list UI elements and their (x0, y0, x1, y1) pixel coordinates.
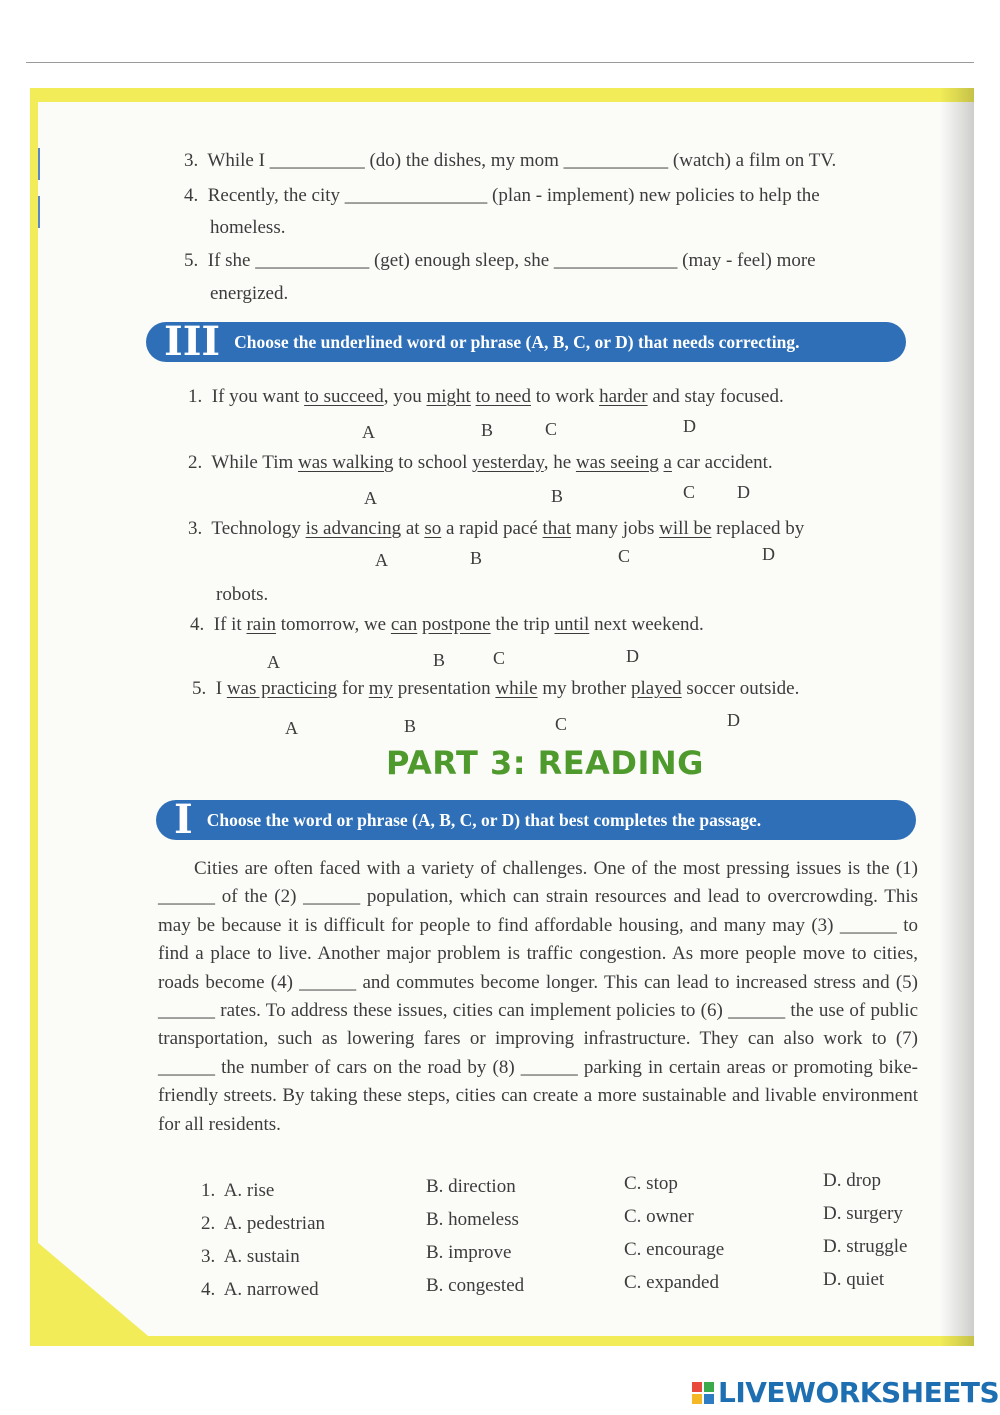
logo-wordmark: LIVEWORKSHEETS (718, 1376, 1000, 1409)
option-row-2: 2. A. pedestrian (201, 1213, 326, 1234)
option-row-1: 1. A. rise (201, 1180, 275, 1201)
option-choice[interactable]: B. homeless (426, 1209, 519, 1230)
error-item-1: 1. If you want to succeed, you might to need to work harder and stay focused. (188, 386, 784, 407)
page-left-band (30, 88, 38, 1346)
option-letter: C (555, 714, 568, 734)
error-item-3-continued: robots. (216, 584, 269, 605)
page-top-band (30, 88, 974, 102)
error-item-3: 3. Technology is advancing at so a rapid pacé that many jobs will be replaced by (188, 518, 805, 539)
option-letter: A (375, 550, 388, 570)
option-letter: B (404, 716, 417, 736)
option-letter: A (285, 718, 298, 738)
option-choice[interactable]: C. encourage (624, 1239, 725, 1260)
option-letter: B (470, 548, 483, 568)
option-choice[interactable]: D. drop (823, 1170, 882, 1191)
option-letter: C (545, 419, 558, 439)
error-item-2: 2. While Tim was walking to school yesterday, he was seeing a car accident. (188, 452, 773, 473)
option-letter: D (626, 646, 639, 666)
option-choice[interactable]: C. expanded (624, 1272, 719, 1293)
option-choice[interactable]: D. struggle (823, 1236, 908, 1257)
option-letter: A (362, 422, 375, 442)
worksheet-page (30, 88, 974, 1346)
option-choice[interactable]: D. surgery (823, 1203, 903, 1224)
section-instruction: Choose the word or phrase (A, B, C, or D) that best completes the passage. (206, 809, 762, 830)
verb-item-3: 3. While I __________ (do) the dishes, my mom ___________ (watch) a film on TV. (184, 150, 837, 171)
section-numeral: I (174, 796, 193, 843)
error-item-4: 4. If it rain tomorrow, we can postpone the trip until next weekend. (190, 614, 704, 635)
reading-section-banner (156, 796, 916, 843)
option-letter: C (683, 482, 696, 502)
blank[interactable]: ____________ (255, 250, 370, 271)
logo-icon (692, 1382, 714, 1404)
error-item-5: 5. I was practicing for my presentation while my brother played soccer outside. (192, 678, 800, 699)
option-letter: C (618, 546, 631, 566)
option-letter: D (727, 710, 740, 730)
verb-item-4: 4. Recently, the city _______________ (plan - implement) new policies to help the (184, 185, 820, 206)
section-instruction: Choose the underlined word or phrase (A, B, C, or D) that needs correcting. (234, 331, 800, 352)
option-choice[interactable]: D. quiet (823, 1269, 885, 1290)
option-letter: D (762, 544, 775, 564)
page-corner-triangle (30, 1236, 160, 1346)
section-3-banner (146, 318, 906, 365)
blank[interactable]: _______________ (344, 185, 488, 206)
passage-text: Cities are often faced with a variety of challenges. One of the most pressing issues is the (1) ______ of the (2) ______ population, which can strain resources and lead to overcrowding. This may be because it is difficult for people to find affordable housing, and many may (3) ______ to find a place to live. Another major problem is traffic congestion. As more people move to cities, roads become (4) ______ and commutes become longer. This can lead to increased stress and (5) ______ rates. To address these issues, cities can implement policies to (6) ______ the use of public transportation, such as lowering fares or improving infrastructure. They can also work to (7) ______ the number of cars on the road by (8) ______ parking in certain areas or promoting bike-friendly streets. By taking these steps, cities can create a more sustainable and livable environment for all residents. (158, 858, 918, 1135)
verb-item-5: 5. If she ____________ (get) enough sleep, she _____________ (may - feel) more (184, 250, 816, 271)
option-choice[interactable]: C. owner (624, 1206, 694, 1227)
liveworksheets-logo[interactable] (692, 1376, 999, 1409)
part-title: PART 3: READING (386, 744, 704, 782)
option-choice[interactable]: B. improve (426, 1242, 512, 1263)
blank[interactable]: ___________ (563, 150, 669, 171)
top-divider (26, 62, 974, 63)
option-letter: D (737, 482, 750, 502)
option-letter: B (551, 486, 564, 506)
blank[interactable]: _____________ (553, 250, 678, 271)
section-numeral: III (164, 318, 221, 365)
option-letter: C (493, 648, 506, 668)
option-choice[interactable]: B. direction (426, 1176, 516, 1197)
option-letter: A (364, 488, 377, 508)
page-spine-shadow (940, 88, 974, 1346)
option-letter: B (433, 650, 446, 670)
option-row-3: 3. A. sustain (201, 1246, 300, 1267)
option-row-4: 4. A. narrowed (201, 1279, 319, 1300)
verb-item-4-continued: homeless. (210, 217, 286, 238)
reading-passage (158, 855, 918, 1139)
margin-mark (38, 148, 40, 180)
option-letter: A (267, 652, 280, 672)
verb-item-5-continued: energized. (210, 283, 289, 304)
option-choice[interactable]: C. stop (624, 1173, 678, 1194)
option-letter: D (683, 416, 696, 436)
margin-mark (38, 196, 40, 228)
option-choice[interactable]: B. congested (426, 1275, 525, 1296)
option-letter: B (481, 420, 494, 440)
blank[interactable]: __________ (269, 150, 365, 171)
page-bottom-band (30, 1336, 974, 1346)
